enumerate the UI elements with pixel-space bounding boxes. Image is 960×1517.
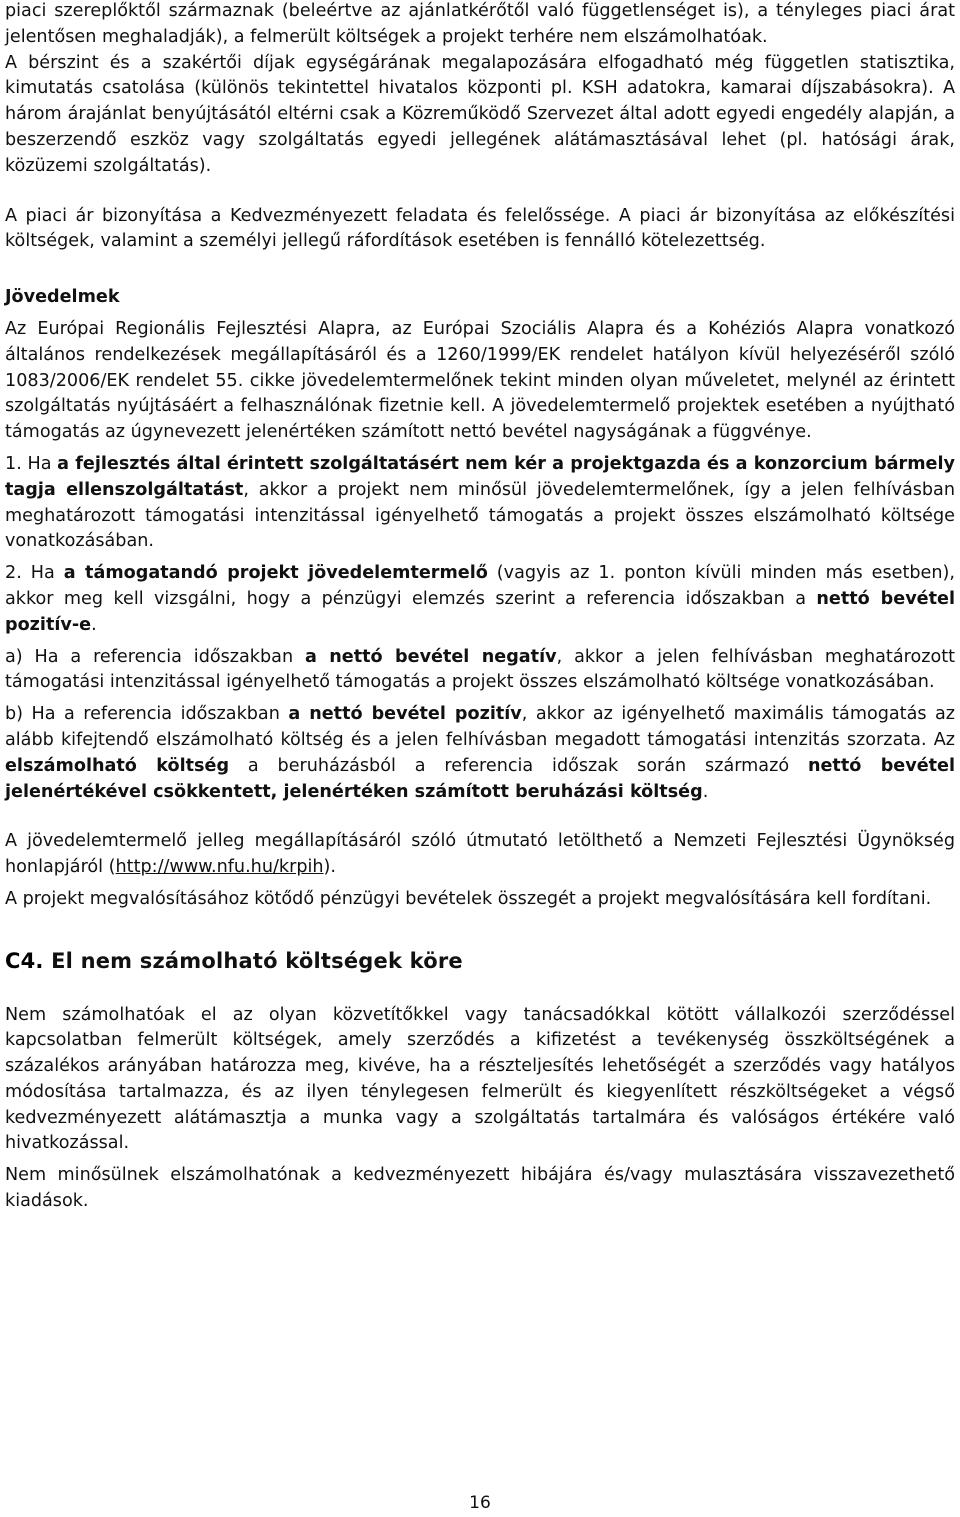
paragraph-beneficiary-fault	[5, 1163, 955, 1215]
list-item-emphasis: a nettó bevétel pozitív	[288, 704, 522, 725]
paragraph-text: Nem minősülnek elszámolhatónak a kedvezményezett hibájára és/vagy mulasztására visszavezethető kiadások.	[5, 1165, 955, 1212]
list-item-1	[5, 452, 955, 555]
list-item-2	[5, 561, 955, 638]
paragraph-text: Az Európai Regionális Fejlesztési Alapra, az Európai Szociális Alapra és a Kohéziós Alapra vonatkozó általános rendelkezések megállapításáról és a 1260/1999/EK rendelet hatályon kívül helyezéséről szóló 1083/2006/EK rendelet 55.	[5, 318, 955, 391]
paragraph-text: piaci szereplőktől származnak (beleértve az ajánlatkérőtől való függetlenséget is), a tényleges piaci árat jelentősen meghaladják), a felmerült költségek a projekt terhére nem elszámolhatóak.	[5, 1, 955, 47]
list-item-text: , akkor az igényelhető maximális támogatás az alább kifejtendő elszámolható költség és a jelen felhívásban megadott támogatási intenzitás szorzata. Az	[5, 704, 956, 750]
list-item-emphasis: elszámolható költség	[5, 755, 230, 776]
paragraph-text: A piaci ár bizonyítása a Kedvezményezett feladata és felelőssége.	[5, 205, 611, 226]
nfu-link[interactable]: http://www.nfu.hu/krpih	[115, 857, 324, 878]
list-item-b	[5, 702, 955, 805]
list-item-a	[5, 645, 955, 697]
list-item-text: .	[702, 781, 709, 802]
paragraph-text: A bérszint és a szakértői díjak egységárának megalapozására elfogadható még független statisztika, kimutatás csatolása (különös tekintettel hivatalos központi pl. KSH adatokra, kamarai díjszabásokra).	[5, 52, 955, 99]
paragraph-text: A projekt megvalósításához kötődő pénzügyi bevételek összegét a projekt megvalósítására kell fordítani.	[5, 888, 932, 909]
paragraph-guide-download	[5, 829, 955, 881]
list-item-text: 2. Ha	[5, 563, 64, 584]
paragraph-text: ).	[323, 857, 336, 878]
paragraph-text: cikke jövedelemtermelőnek tekint minden olyan műveletet, melynél az érintett szolgáltatás nyújtásáért a felhasználónak fizetnie kell. A jövedelemtermelő projektek esetében a nyújtható támogatás az úgynevezett jelenértéken számított nettó bevétel nagyságának a függvénye.	[5, 370, 956, 443]
paragraph-text: A piaci ár bizonyítása az előkészítési költségek, valamint a személyi jellegű ráfordítások esetében is fennálló kötelezettség.	[5, 205, 955, 252]
page-number: 16	[469, 1493, 491, 1513]
paragraph-text: Nem számolhatóak el az olyan közvetítőkkel vagy tanácsadókkal kötött vállalkozói szerződéssel kapcsolatban felmerült költségek, amely szerződés a kifizetést a tevékenység összköltségének a százalékos arányában határozza meg, kivéve, ha a részteljesítés lehetőségét a szerződés vagy hatályos módosítása tartalmazza, és az ilyen ténylegesen felmerült és kiegyenlített részköltségeket a végső kedvezményezett alátámasztja a munka vagy a szolgáltatás tartalmára és valóságos értékére való hivatkozással.	[5, 1004, 955, 1154]
paragraph-market-price-proof	[5, 204, 955, 256]
list-item-emphasis: a fejlesztés által érintett szolgáltatásért nem kér a projektgazda és a konzorcium bármely tagja ellenszolgáltatást	[5, 453, 955, 500]
paragraph-financial-income	[5, 887, 955, 913]
paragraph-wage-justification	[5, 51, 955, 180]
list-item-text: 1. Ha	[5, 453, 58, 474]
paragraph-text: A jövedelemtermelő jelleg megállapításáról szóló útmutató letölthető a Nemzeti Fejlesztési Ügynökség honlapjáról (	[5, 831, 955, 878]
paragraph-market-actors	[5, 0, 955, 51]
list-item-text: a beruházásból a referencia időszak során származó	[229, 755, 808, 776]
list-item-emphasis: a nettó bevétel negatív	[304, 646, 557, 667]
paragraph-non-eligible-costs	[5, 1003, 955, 1158]
list-item-text: , akkor a projekt nem minősül jövedelemtermelőnek, így a jelen felhívásban meghatározott támogatási intenzitással igényelhető támogatás a projekt összes elszámolható költsége vonatkozásában.	[5, 479, 955, 552]
paragraph-text: A három árajánlat benyújtásától eltérni csak a Közreműködő Szervezet által adott egyedi engedély alapján, a beszerzendő eszköz vagy szolgáltatás egyedi jellegének alátámasztásával lehet (pl. hatósági árak, közüzemi szolgáltatás).	[5, 78, 955, 176]
section-number: C4.	[5, 948, 44, 973]
list-item-text: , akkor a jelen felhívásban meghatározott támogatási intenzitással igényelhető támogatás a projekt összes elszámolható költsége vonatkozásában.	[5, 646, 956, 693]
section-heading-income: Jövedelmek	[5, 287, 120, 308]
list-item-text: .	[91, 614, 97, 635]
list-item-emphasis: a támogatandó projekt jövedelemtermelő	[63, 563, 488, 584]
list-item-text: b) Ha a referencia időszakban	[5, 704, 289, 725]
paragraph-income-regulation	[5, 317, 955, 446]
section-title: El nem számolható költségek köre	[43, 948, 463, 973]
section-heading-c4	[5, 949, 955, 975]
list-item-emphasis: nettó bevétel jelenértékével csökkentett, jelenértéken számított beruházási költség	[5, 755, 956, 802]
list-item-emphasis: nettó bevétel pozitív-e	[5, 588, 955, 635]
list-item-text: (vagyis az 1. ponton kívüli minden más esetben), akkor meg kell vizsgálni, hogy a pénzügyi elemzés szerint a referencia időszakban a	[5, 563, 955, 609]
list-item-text: a) Ha a referencia időszakban	[5, 646, 305, 667]
